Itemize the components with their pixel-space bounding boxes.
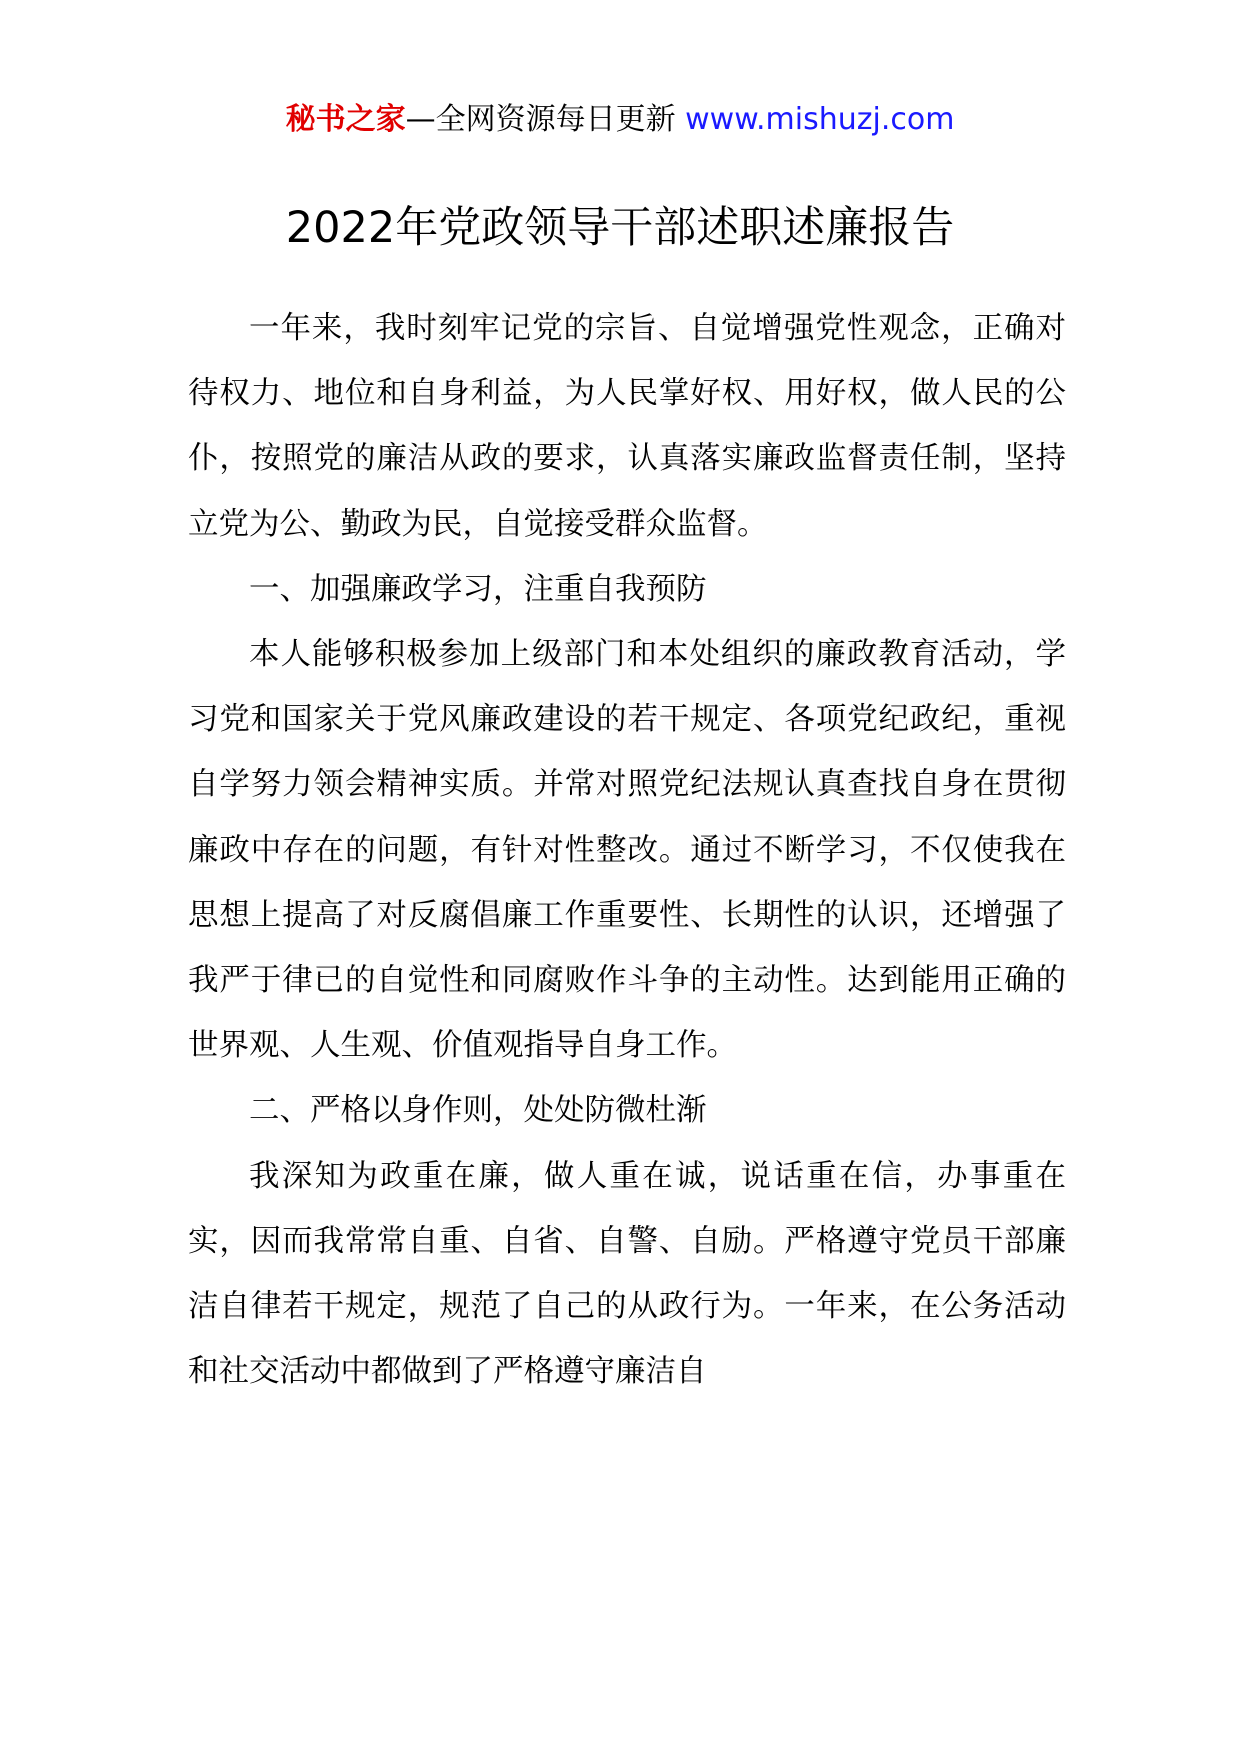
document-body	[188, 296, 1066, 1404]
section-heading-2: 二、严格以身作则，处处防微杜渐	[249, 1093, 707, 1129]
document-title: 2022年党政领导干部述职述廉报告	[285, 203, 955, 253]
paragraph-intro: 一年来，我时刻牢记党的宗旨、自觉增强党性观念，正确对待权力、地位和自身利益，为人民掌好权、用好权，做人民的公仆，按照党的廉洁从政的要求，认真落实廉政监督责任制，坚持立党为公、勤政为民，自觉接受群众监督。	[188, 311, 1066, 542]
header-tagline: —全网资源每日更新	[405, 102, 676, 137]
website-link[interactable]: www.mishuzj.com	[685, 102, 955, 137]
paragraph-section-1: 本人能够积极参加上级部门和本处组织的廉政教育活动，学习党和国家关于党风廉政建设的若干规定、各项党纪政纪，重视自学努力领会精神实质。并常对照党纪法规认真查找自身在贯彻廉政中存在的问题，有针对性整改。通过不断学习，不仅使我在思想上提高了对反腐倡廉工作重要性、长期性的认识，还增强了我严于律已的自觉性和同腐败作斗争的主动性。达到能用正确的世界观、人生观、价值观指导自身工作。	[188, 637, 1066, 1064]
paragraph-section-2: 我深知为政重在廉，做人重在诚，说话重在信，办事重在实，因而我常常自重、自省、自警、自励。严格遵守党员干部廉洁自律若干规定，规范了自己的从政行为。一年来，在公务活动和社交活动中都做到了严格遵守廉洁自	[188, 1158, 1066, 1390]
section-heading-1: 一、加强廉政学习，注重自我预防	[249, 571, 707, 607]
brand-name: 秘书之家	[285, 102, 406, 137]
page-header	[0, 98, 1240, 142]
